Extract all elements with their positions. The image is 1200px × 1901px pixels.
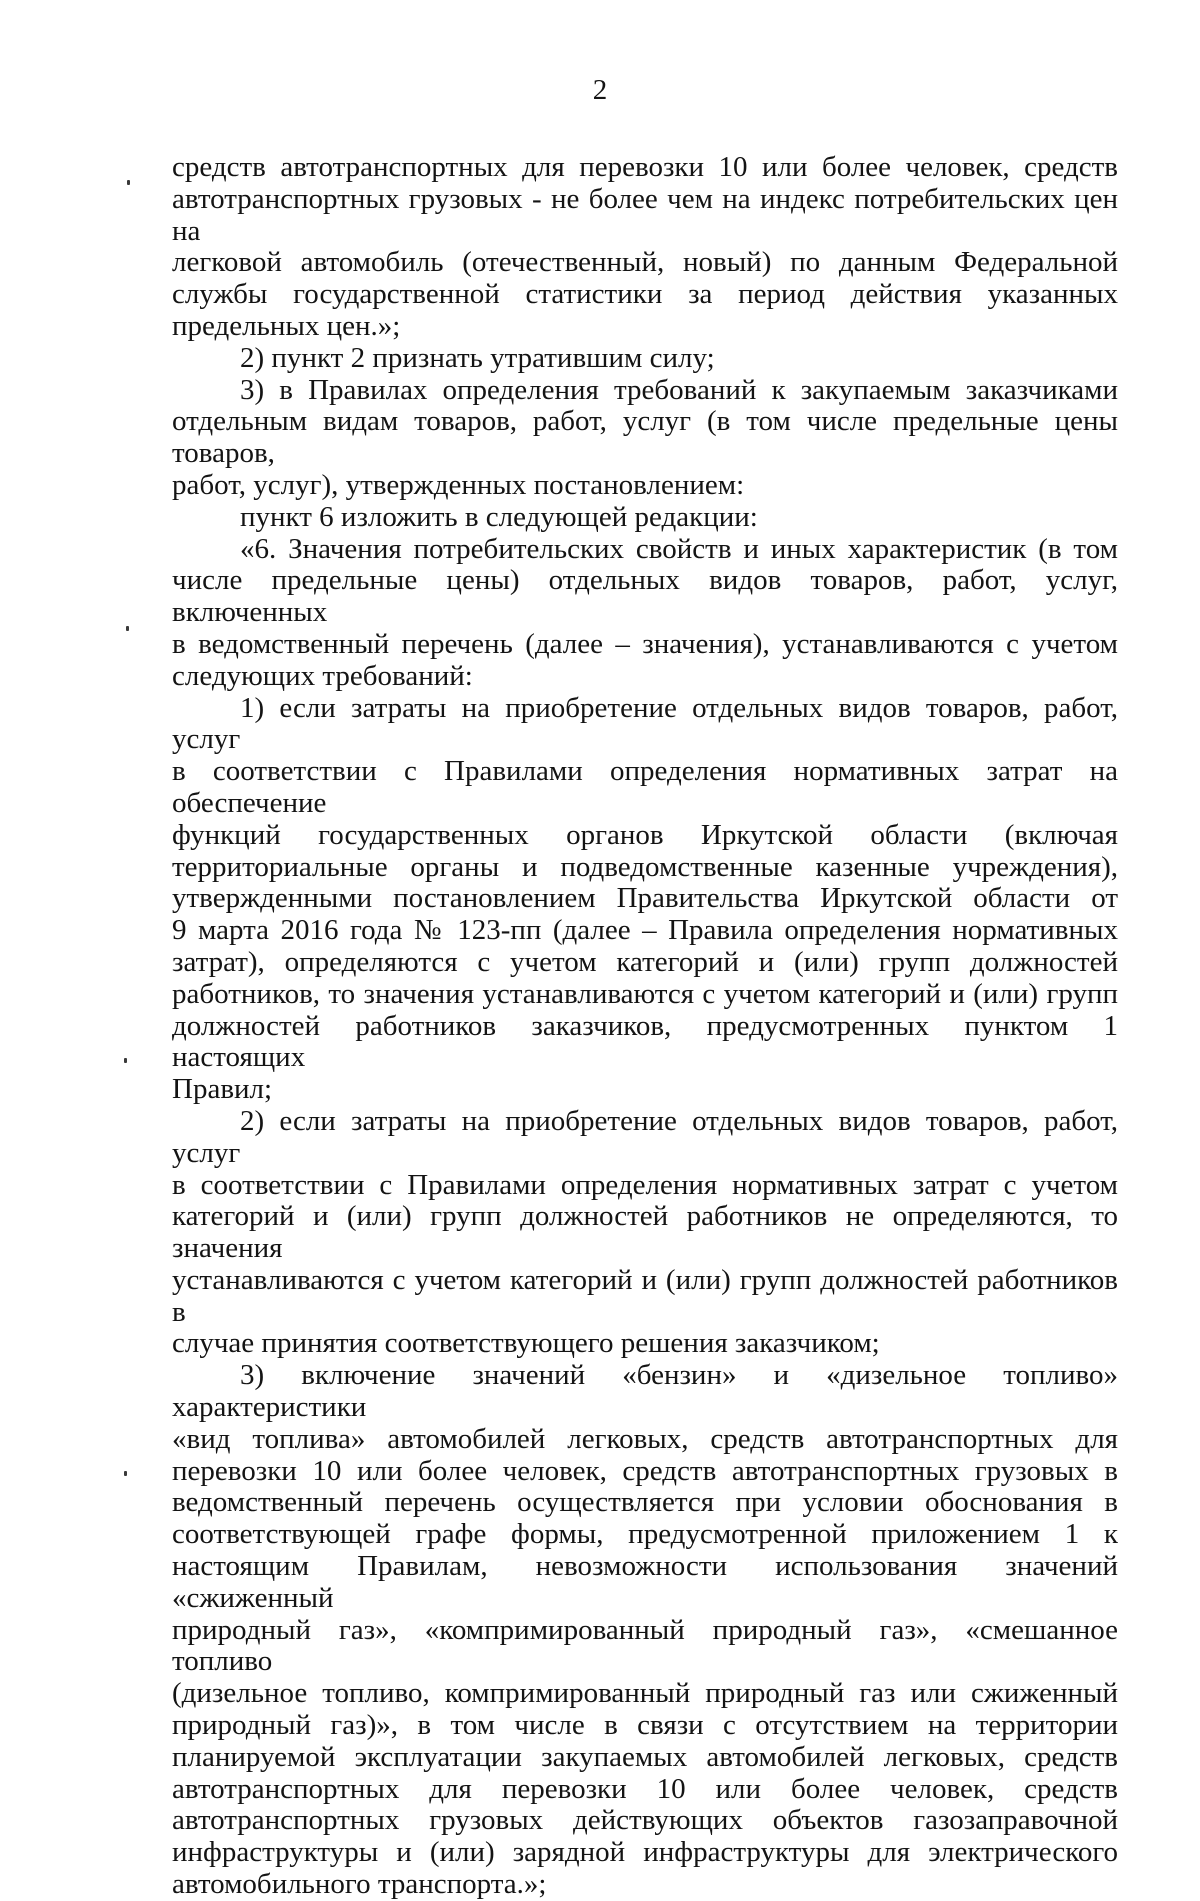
text-line: автотранспортных грузовых - не более чем на индекс потребительских цен на: [172, 182, 1118, 247]
text-line: 2) если затраты на приобретение отдельных видов товаров, работ, услуг: [172, 1104, 1118, 1169]
text-line: Правил;: [172, 1073, 273, 1106]
text-line: устанавливаются с учетом категорий и (или) групп должностей работников в: [172, 1263, 1118, 1328]
text-line: отдельным видам товаров, работ, услуг (в том числе предельные цены товаров,: [172, 405, 1118, 470]
text-line: средств автотранспортных для перевозки 10 или более человек, средств: [172, 151, 1118, 183]
text-line: инфраструктуры и (или) зарядной инфраструктуры для электрического: [172, 1836, 1118, 1869]
text-line: автомобильного транспорта.»;: [172, 1868, 547, 1901]
scan-speck: [126, 626, 129, 631]
text-line: следующих требований:: [172, 659, 473, 692]
text-line: территориальные органы и подведомственные казенные учреждения),: [172, 850, 1118, 883]
text-line: соответствующей графе формы, предусмотренной приложением 1 к: [172, 1518, 1118, 1551]
text-line: работ, услуг), утвержденных постановлением:: [172, 468, 745, 501]
text-line: в ведомственный перечень (далее – значения), устанавливаются с учетом: [172, 627, 1118, 660]
text-line: 3) включение значений «бензин» и «дизельное топливо» характеристики: [172, 1359, 1118, 1424]
text-line: функций государственных органов Иркутской области (включая: [172, 818, 1118, 851]
text-line: категорий и (или) групп должностей работников не определяются, то значения: [172, 1200, 1118, 1265]
text-line: 1) если затраты на приобретение отдельных видов товаров, работ, услуг: [172, 691, 1118, 756]
scan-speck: [124, 1471, 127, 1476]
text-line: числе предельные цены) отдельных видов товаров, работ, услуг, включенных: [172, 564, 1118, 629]
page-number: 2: [592, 74, 608, 106]
text-line: в соответствии с Правилами определения нормативных затрат на обеспечение: [172, 755, 1118, 819]
text-line: предельных цен.»;: [172, 309, 401, 342]
text-line: «6. Значения потребительских свойств и иных характеристик (в том: [240, 532, 1118, 565]
text-line: настоящим Правилам, невозможности использования значений «сжиженный: [172, 1550, 1118, 1614]
text-line: (дизельное топливо, компримированный природный газ или сжиженный: [172, 1677, 1118, 1710]
text-line: 2) пункт 2 признать утратившим силу;: [240, 341, 715, 374]
text-line: 3) в Правилах определения требований к закупаемым заказчиками: [240, 373, 1118, 406]
scan-speck: [124, 1058, 127, 1063]
text-line: утвержденными постановлением Правительства Иркутской области от: [172, 882, 1118, 915]
document-body: [172, 152, 1118, 1901]
text-line: должностей работников заказчиков, предусмотренных пунктом 1 настоящих: [172, 1009, 1118, 1074]
text-line: планируемой эксплуатации закупаемых автомобилей легковых, средств: [172, 1740, 1118, 1773]
text-line: пункт 6 изложить в следующей редакции:: [240, 500, 758, 533]
text-line: 9 марта 2016 года № 123-пп (далее – Правила определения нормативных: [172, 914, 1118, 947]
text-line: в соответствии с Правилами определения нормативных затрат с учетом: [172, 1168, 1118, 1201]
text-line: службы государственной статистики за период действия указанных: [172, 278, 1118, 311]
text-line: природный газ)», в том числе в связи с отсутствием на территории: [172, 1709, 1118, 1742]
text-line: ведомственный перечень осуществляется при условии обоснования в: [172, 1486, 1118, 1519]
text-line: природный газ», «компримированный природный газ», «смешанное топливо: [172, 1613, 1118, 1678]
text-line: автотранспортных грузовых действующих объектов газозаправочной: [172, 1804, 1118, 1837]
scan-speck: [127, 180, 130, 185]
text-line: перевозки 10 или более человек, средств автотранспортных грузовых в: [172, 1454, 1118, 1487]
text-line: «вид топлива» автомобилей легковых, средств автотранспортных для: [172, 1422, 1118, 1455]
text-line: автотранспортных для перевозки 10 или более человек, средств: [172, 1772, 1118, 1805]
text-line: работников, то значения устанавливаются с учетом категорий и (или) групп: [172, 977, 1118, 1010]
text-line: случае принятия соответствующего решения заказчиком;: [172, 1327, 880, 1360]
text-line: легковой автомобиль (отечественный, новый) по данным Федеральной: [172, 246, 1118, 279]
text-line: затрат), определяются с учетом категорий и (или) групп должностей: [172, 945, 1118, 978]
